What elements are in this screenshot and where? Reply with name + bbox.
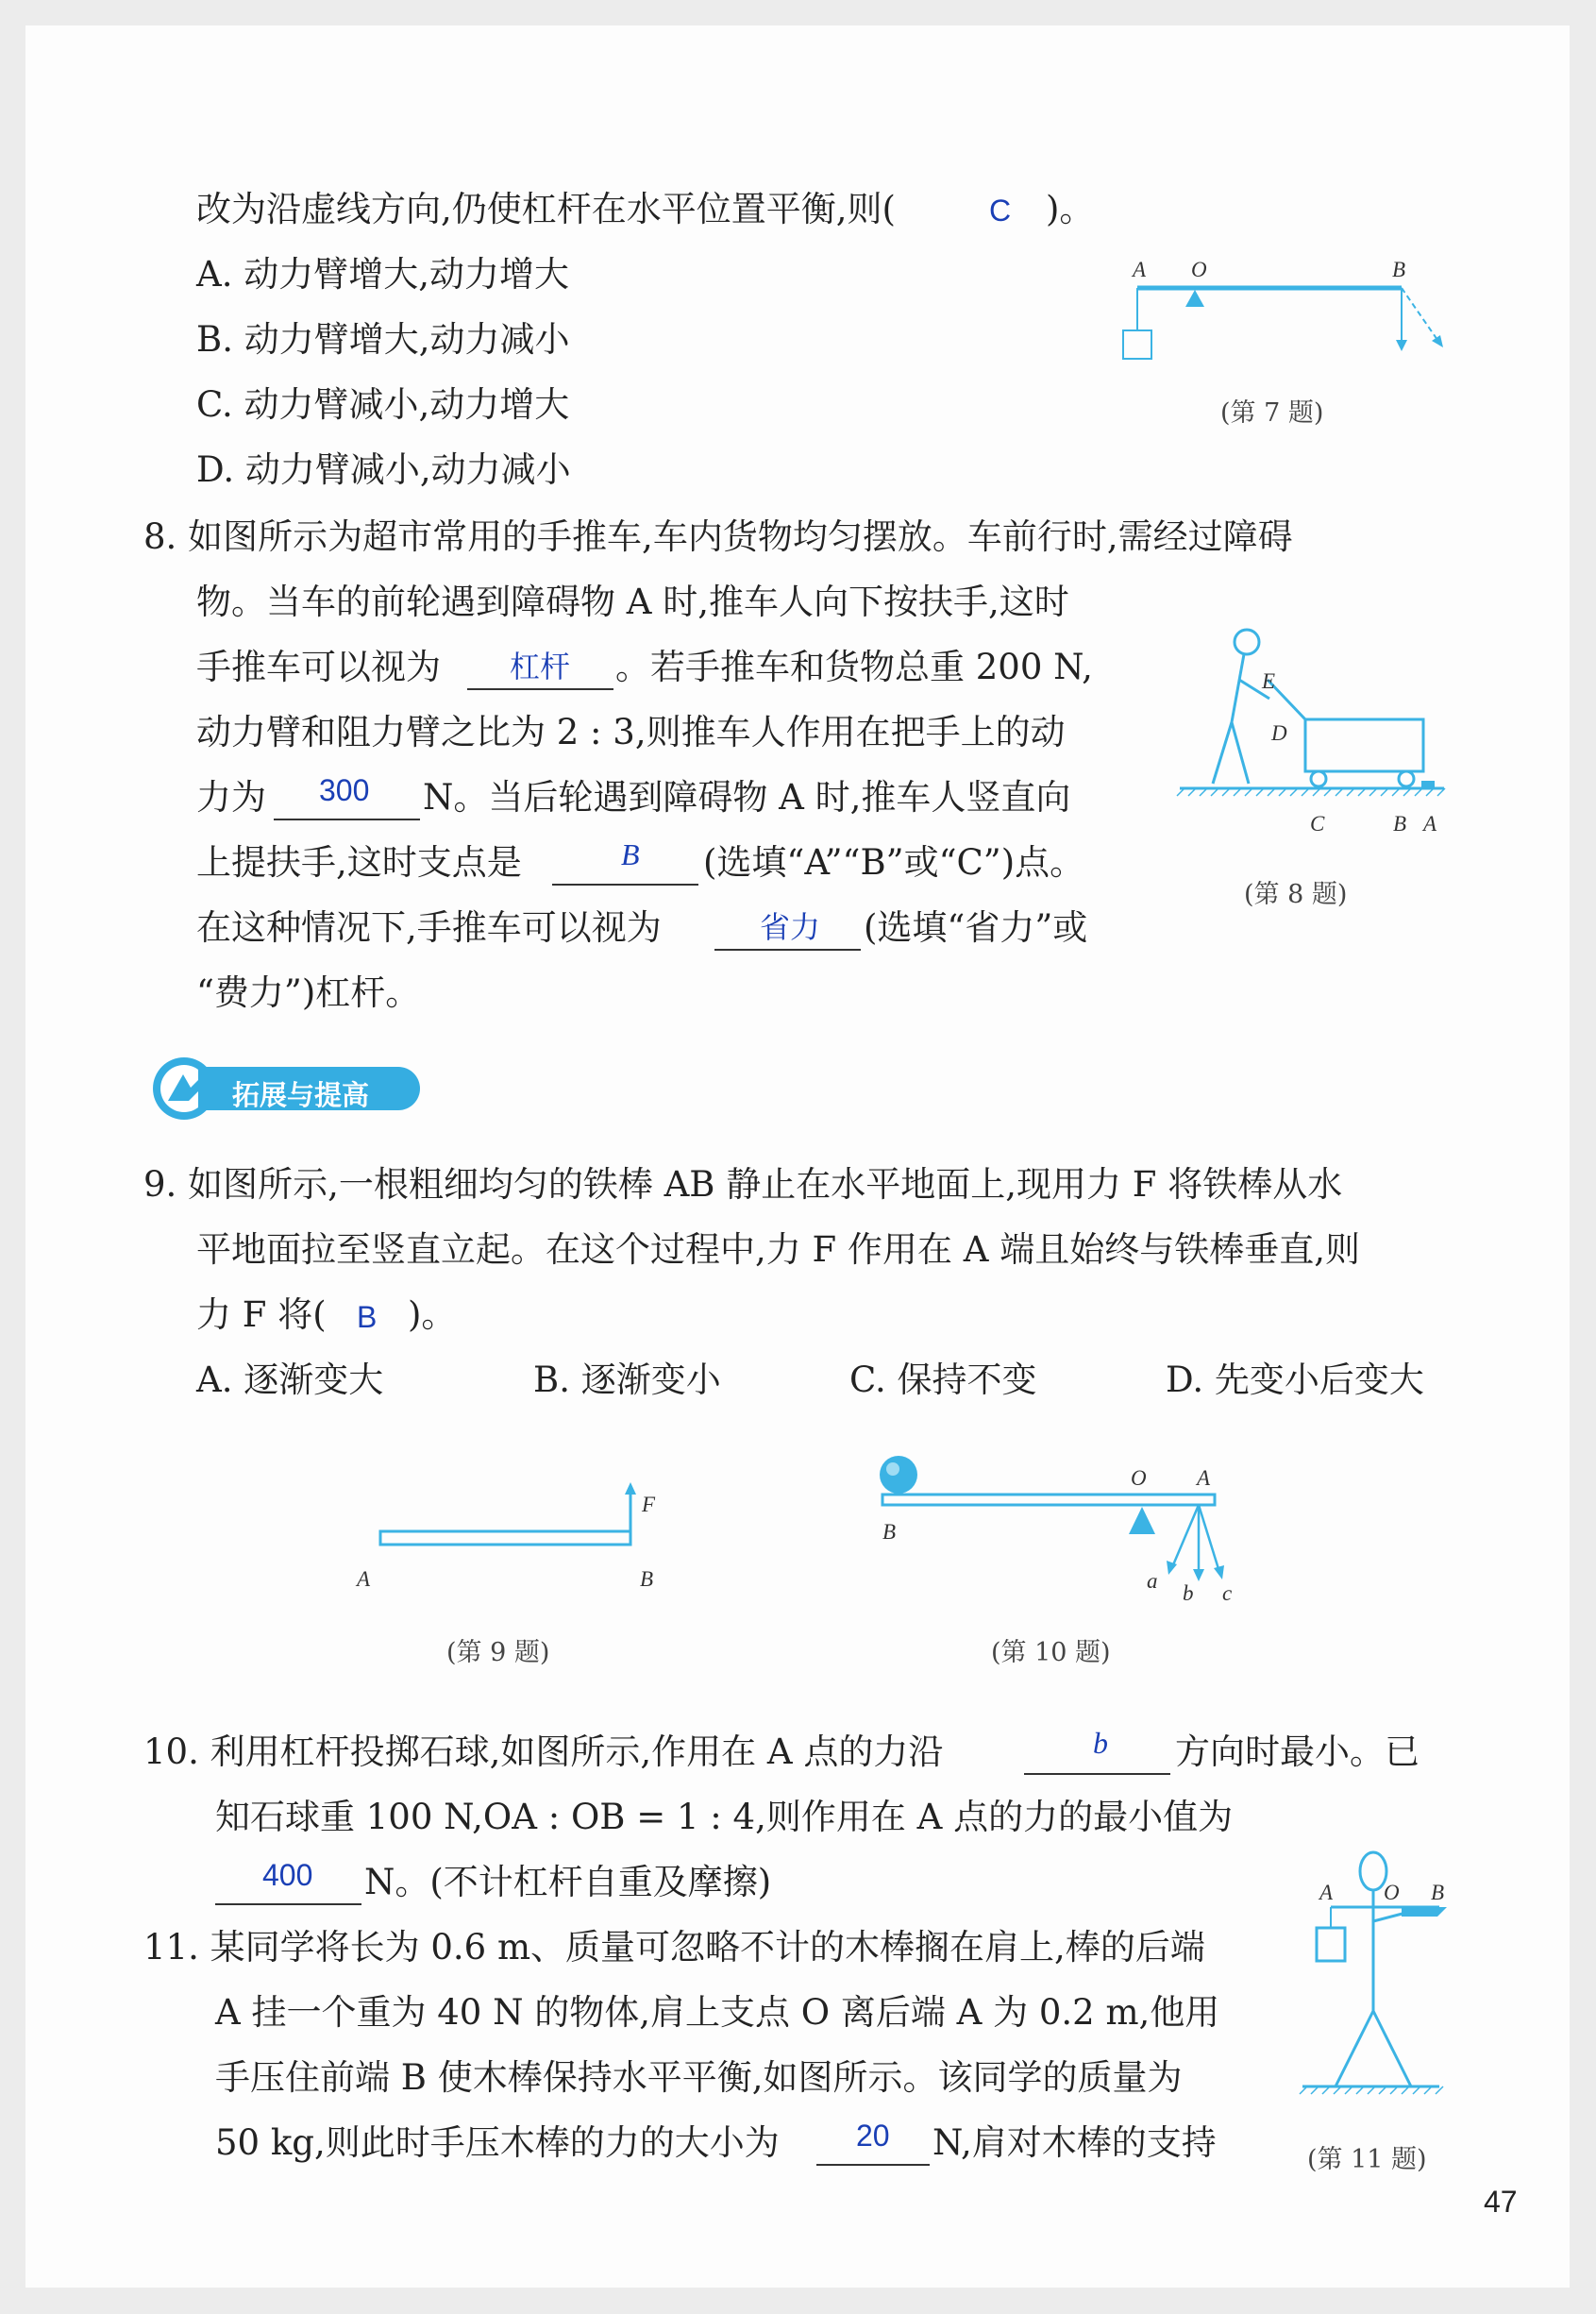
q9-option-c: C. 保持不变 (849, 1360, 1037, 1400)
q7-lever-figure (1114, 274, 1453, 387)
section-header (151, 1056, 425, 1122)
q8-label-b: B (1393, 812, 1407, 836)
q9-line-2: 平地面拉至竖直立起。在这个过程中,力 F 作用在 A 端且始终与铁棒垂直,则 (196, 1229, 1360, 1270)
q9-line-3b: )。 (408, 1294, 457, 1335)
q11-answer: 20 (856, 2119, 890, 2153)
q8-blank-4 (714, 949, 861, 951)
q10-line-3b: N。(不计杠杆自重及摩擦) (364, 1862, 772, 1902)
q8-label-d: D (1271, 721, 1287, 745)
q8-line-6a: 上提扶手,这时支点是 (196, 842, 522, 883)
q8-line-2: 物。当车的前轮遇到障碍物 A 时,推车人向下按扶手,这时 (196, 582, 1069, 622)
q7-answer: C (989, 194, 1012, 228)
q9-label-a: A (357, 1567, 371, 1591)
q7-option-a: A. 动力臂增大,动力增大 (196, 254, 570, 295)
q10-blank-2 (215, 1903, 361, 1905)
q8-blank-1 (467, 688, 613, 690)
q9-label-b: B (640, 1567, 654, 1591)
q8-label-a: A (1423, 812, 1437, 836)
q10-answer-1: b (1093, 1726, 1108, 1760)
q10-catapult-figure (868, 1449, 1218, 1619)
q10-force-b-label: b (1183, 1581, 1194, 1605)
q11-caption: (第 11 题) (1307, 2145, 1427, 2174)
q10-label-a: A (1197, 1466, 1211, 1490)
section-title: 拓展与提高 (232, 1079, 370, 1111)
q11-blank (816, 2164, 930, 2166)
q8-line-1: 8. 如图所示为超市常用的手推车,车内货物均匀摆放。车前行时,需经过障碍 (143, 516, 1293, 557)
q9-answer: B (357, 1300, 378, 1334)
q7-option-c: C. 动力臂减小,动力增大 (196, 384, 570, 425)
q8-answer-1: 杠杆 (510, 650, 571, 684)
q8-caption: (第 8 题) (1244, 880, 1348, 909)
q9-line-3a: 力 F 将( (196, 1294, 327, 1335)
q11-line-1: 11. 某同学将长为 0.6 m、质量可忽略不计的木棒搁在肩上,棒的后端 (143, 1927, 1205, 1968)
q7-caption: (第 7 题) (1220, 398, 1324, 428)
q8-line-7a: 在这种情况下,手推车可以视为 (196, 907, 662, 948)
q8-label-c: C (1310, 812, 1325, 836)
q7-stem-tail: 改为沿虚线方向,仍使杠杆在水平位置平衡,则( (196, 189, 896, 229)
q11-line-4b: N,肩对木棒的支持 (932, 2122, 1217, 2163)
q7-label-a: A (1133, 258, 1147, 281)
q7-stem-close: )。 (1046, 189, 1095, 229)
q11-line-3: 手压住前端 B 使木棒保持水平平衡,如图所示。该同学的质量为 (215, 2057, 1183, 2098)
q8-label-e: E (1262, 669, 1276, 693)
q11-label-o: O (1384, 1881, 1400, 1904)
q8-blank-2 (274, 819, 420, 820)
q8-answer-3: B (621, 837, 640, 871)
q8-line-8: “费力”)杠杆。 (196, 972, 421, 1013)
q11-line-4a: 50 kg,则此时手压木棒的力的大小为 (215, 2122, 780, 2163)
q9-option-d: D. 先变小后变大 (1166, 1360, 1424, 1400)
q10-force-a-label: a (1147, 1569, 1158, 1593)
q9-caption: (第 9 题) (446, 1638, 550, 1667)
q11-label-a: A (1319, 1881, 1334, 1904)
q10-answer-2: 400 (262, 1858, 313, 1892)
q8-line-4: 动力臂和阻力臂之比为 2 : 3,则推车人作用在把手上的动 (196, 712, 1066, 752)
q9-option-b: B. 逐渐变小 (533, 1360, 721, 1400)
q8-answer-4: 省力 (760, 910, 821, 944)
q11-label-b: B (1431, 1881, 1445, 1904)
q10-caption: (第 10 题) (991, 1638, 1111, 1667)
q8-line-3a: 手推车可以视为 (196, 647, 441, 687)
q10-line-1a: 10. 利用杠杆投掷石球,如图所示,作用在 A 点的力沿 (143, 1731, 944, 1772)
q9-option-a: A. 逐渐变大 (196, 1360, 384, 1400)
q7-label-o: O (1191, 258, 1207, 281)
page-number: 47 (1484, 2185, 1518, 2219)
q9-label-f: F (642, 1493, 656, 1516)
q10-force-c-label: c (1222, 1581, 1233, 1605)
q7-label-b: B (1392, 258, 1406, 281)
q8-line-5a: 力为 (196, 777, 266, 818)
q10-line-1b: 方向时最小。已 (1175, 1731, 1420, 1772)
q10-blank-1 (1024, 1773, 1170, 1775)
q10-label-o: O (1131, 1466, 1147, 1490)
q10-line-2: 知石球重 100 N,OA : OB = 1 : 4,则作用在 A 点的力的最小值为 (215, 1797, 1234, 1837)
q8-line-3b: 。若手推车和货物总重 200 N, (615, 647, 1093, 687)
q11-line-2: A 挂一个重为 40 N 的物体,肩上支点 O 离后端 A 为 0.2 m,他用 (215, 1992, 1220, 2033)
q8-blank-3 (552, 884, 698, 886)
q8-line-7b: (选填“省力”或 (864, 907, 1088, 948)
q7-option-d: D. 动力臂减小,动力减小 (196, 449, 571, 490)
q8-line-6b: (选填“A”“B”或“C”)点。 (703, 842, 1085, 883)
q7-option-b: B. 动力臂增大,动力减小 (196, 319, 570, 360)
q10-label-b: B (882, 1520, 897, 1544)
q8-answer-2: 300 (319, 773, 370, 807)
q9-rod-figure (373, 1482, 647, 1577)
q9-line-1: 9. 如图所示,一根粗细均匀的铁棒 AB 静止在水平地面上,现用力 F 将铁棒从水 (143, 1164, 1343, 1205)
q8-line-5b: N。当后轮遇到障碍物 A 时,推车人竖直向 (423, 777, 1071, 818)
q8-cart-figure (1175, 623, 1477, 812)
